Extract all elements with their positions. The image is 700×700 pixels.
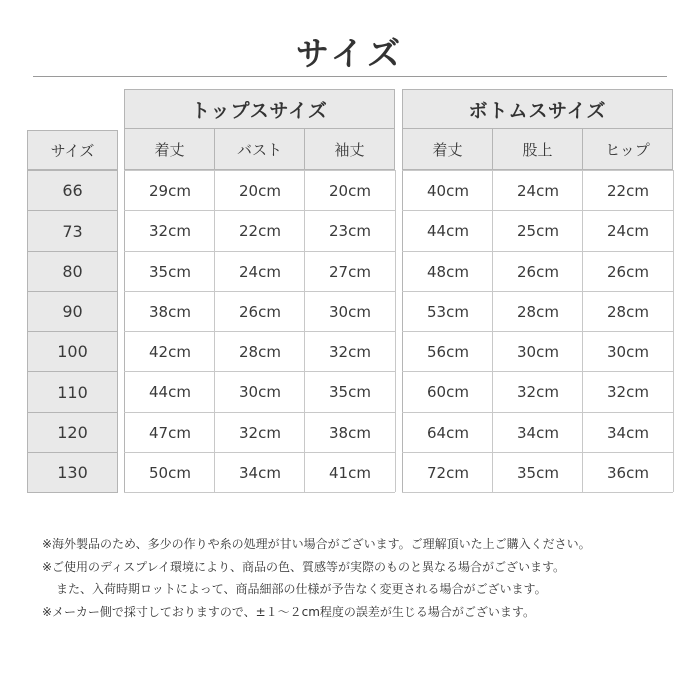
tops-value-cell: 30cm	[215, 372, 305, 412]
tops-value-cell: 50cm	[125, 453, 215, 492]
tops-value-cell: 35cm	[125, 252, 215, 291]
notes	[42, 533, 682, 623]
tops-value-cell: 32cm	[215, 413, 305, 452]
grid-line	[124, 291, 395, 292]
tops-value-cell: 23cm	[305, 211, 395, 251]
grid-line	[214, 170, 215, 492]
bottoms-value-cell: 30cm	[493, 332, 583, 371]
note-line: ※メーカー側で採寸しておりますので、±１～２cm程度の誤差が生じる場合がございます。	[42, 604, 535, 619]
tops-value-cell: 35cm	[305, 372, 395, 412]
grid-line	[304, 170, 305, 492]
bottoms-value-cell: 30cm	[583, 332, 673, 371]
bottoms-value-cell: 28cm	[493, 292, 583, 331]
tops-value-cell: 28cm	[215, 332, 305, 371]
tops-title: トップスサイズ	[124, 89, 395, 129]
page-title: サイズ	[295, 34, 405, 73]
bottoms-col-hip: ヒップ	[582, 128, 673, 170]
grid-line	[124, 251, 395, 252]
grid-line	[402, 492, 673, 493]
bottoms-value-cell: 60cm	[403, 372, 493, 412]
tops-value-cell: 32cm	[125, 211, 215, 251]
bottoms-value-cell: 28cm	[583, 292, 673, 331]
size-cell: 110	[27, 371, 118, 413]
size-cell: 100	[27, 331, 118, 372]
size-cell: 90	[27, 291, 118, 332]
bottoms-value-cell: 48cm	[403, 252, 493, 291]
grid-line	[124, 452, 395, 453]
tops-value-cell: 27cm	[305, 252, 395, 291]
tops-value-cell: 32cm	[305, 332, 395, 371]
bottoms-value-cell: 64cm	[403, 413, 493, 452]
tops-value-cell: 30cm	[305, 292, 395, 331]
grid-line	[402, 210, 673, 211]
grid-line	[582, 170, 583, 492]
bottoms-value-cell: 72cm	[403, 453, 493, 492]
grid-line	[124, 492, 395, 493]
grid-line	[492, 170, 493, 492]
tops-value-cell: 20cm	[305, 171, 395, 210]
bottoms-value-cell: 26cm	[583, 252, 673, 291]
bottoms-title: ボトムスサイズ	[402, 89, 673, 129]
grid-line	[402, 291, 673, 292]
grid-line	[124, 210, 395, 211]
bottoms-value-cell: 24cm	[493, 171, 583, 210]
bottoms-value-cell: 25cm	[493, 211, 583, 251]
tops-value-cell: 29cm	[125, 171, 215, 210]
tops-value-cell: 22cm	[215, 211, 305, 251]
size-cell: 80	[27, 251, 118, 292]
grid-line	[402, 170, 673, 171]
bottoms-value-cell: 24cm	[583, 211, 673, 251]
bottoms-value-cell: 34cm	[493, 413, 583, 452]
grid-line	[673, 170, 674, 492]
bottoms-value-cell: 22cm	[583, 171, 673, 210]
bottoms-value-cell: 32cm	[493, 372, 583, 412]
tops-col-sleeve: 袖丈	[304, 128, 395, 170]
tops-value-cell: 38cm	[305, 413, 395, 452]
grid-line	[124, 412, 395, 413]
tops-value-cell: 44cm	[125, 372, 215, 412]
tops-col-length: 着丈	[124, 128, 215, 170]
title-divider	[33, 76, 667, 77]
bottoms-value-cell: 34cm	[583, 413, 673, 452]
grid-line	[124, 371, 395, 372]
bottoms-value-cell: 44cm	[403, 211, 493, 251]
note-line: ※海外製品のため、多少の作りや糸の処理が甘い場合がございます。ご理解頂いた上ご購入ください。	[42, 537, 591, 551]
tops-value-cell: 34cm	[215, 453, 305, 492]
bottoms-col-length: 着丈	[402, 128, 493, 170]
size-cell: 66	[27, 170, 118, 211]
bottoms-col-rise: 股上	[492, 128, 583, 170]
tops-value-cell: 47cm	[125, 413, 215, 452]
tops-value-cell: 41cm	[305, 453, 395, 492]
size-cell: 73	[27, 210, 118, 252]
bottoms-value-cell: 36cm	[583, 453, 673, 492]
bottoms-value-cell: 40cm	[403, 171, 493, 210]
size-cell: 120	[27, 412, 118, 453]
bottoms-value-cell: 26cm	[493, 252, 583, 291]
tops-value-cell: 24cm	[215, 252, 305, 291]
grid-line	[402, 251, 673, 252]
bottoms-value-cell: 56cm	[403, 332, 493, 371]
bottoms-value-cell: 32cm	[583, 372, 673, 412]
grid-line	[124, 331, 395, 332]
tops-value-cell: 26cm	[215, 292, 305, 331]
bottoms-value-cell: 53cm	[403, 292, 493, 331]
grid-line	[402, 452, 673, 453]
tops-value-cell: 38cm	[125, 292, 215, 331]
grid-line	[402, 331, 673, 332]
bottoms-value-cell: 35cm	[493, 453, 583, 492]
size-header: サイズ	[27, 130, 118, 170]
tops-value-cell: 20cm	[215, 171, 305, 210]
tops-col-bust: バスト	[214, 128, 305, 170]
grid-line	[124, 170, 395, 171]
grid-line	[402, 412, 673, 413]
size-cell: 130	[27, 452, 118, 493]
note-line: ※ご使用のディスプレイ環境により、商品の色、質感等が実際のものと異なる場合がございます。	[42, 559, 566, 574]
grid-line	[402, 371, 673, 372]
note-line: また、入荷時期ロットによって、商品細部の仕様が予告なく変更される場合がございます。	[56, 582, 547, 596]
grid-line	[395, 170, 396, 492]
tops-value-cell: 42cm	[125, 332, 215, 371]
